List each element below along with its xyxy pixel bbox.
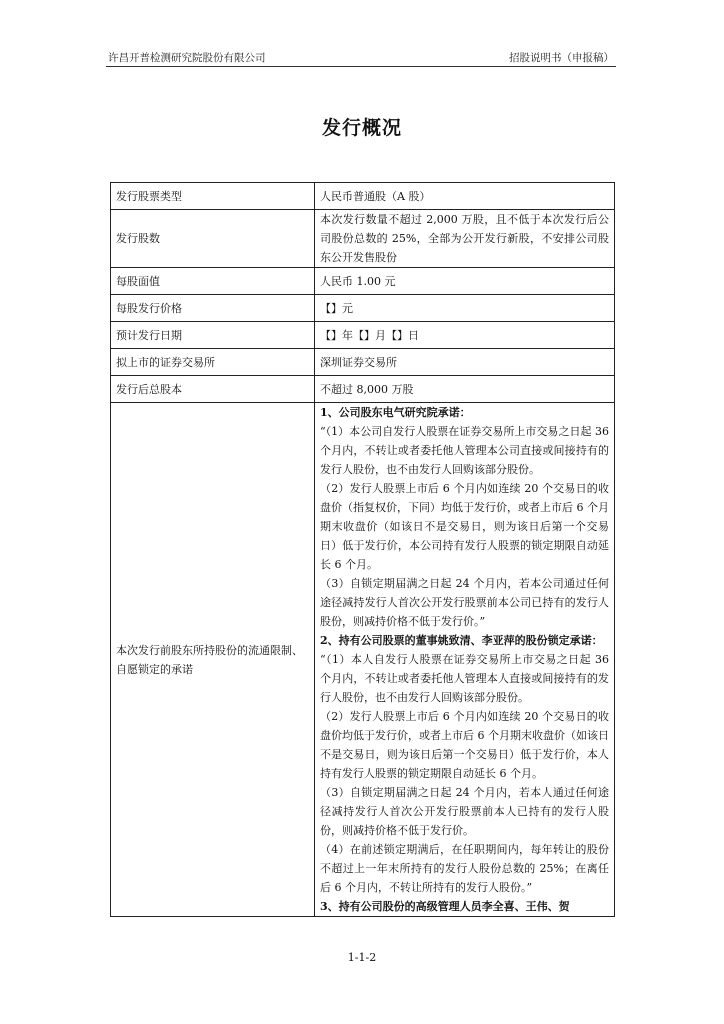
commitment-paragraph: （4）在前述锁定期满后，在任职期间内，每年转让的股份不超过上一年末所持有的发行人股份总数的 25%；在离任后 6 个月内，不转让所持有的发行人股份。” <box>320 843 609 894</box>
row-label: 每股面值 <box>111 268 315 295</box>
header-document-type: 招股说明书（申报稿） <box>509 52 614 64</box>
row-value: 深圳证券交易所 <box>315 349 615 376</box>
commitment-paragraph: （3）自锁定期届满之日起 24 个月内，若本公司通过任何途径减持发行人首次公开发行股票前本公司已持有的发行人股份，则减持价格不低于发行价。” <box>320 577 609 628</box>
commitment-paragraph: （2）发行人股票上市后 6 个月内如连续 20 个交易日的收盘价（指复权价，下同）均低于发行价，或者上市后 6 个月期末收盘价（如该日不是交易日，则为该日后第一个交易日）低于发行价，本公司持有发行人股票的锁定期限自动延长 6 个月。 <box>320 482 609 571</box>
table-row <box>111 183 615 210</box>
row-value: 【】年【】月【】日 <box>315 322 615 349</box>
page-header <box>108 50 614 66</box>
commitment-paragraph: （3）自锁定期届满之日起 24 个月内，若本人通过任何途径减持发行人首次公开发行股票前本人已持有的发行人股份，则减持价格不低于发行价。 <box>320 786 609 837</box>
row-value: 人民币普通股（A 股） <box>315 183 615 210</box>
commitment-paragraph: “（1）本公司自发行人股票在证券交易所上市交易之日起 36 个月内，不转让或者委托他人管理本公司直接或间接持有的发行人股份，也不由发行人回购该部分股份。 <box>320 425 609 476</box>
commitment-paragraph: （2）发行人股票上市后 6 个月内如连续 20 个交易日的收盘价均低于发行价，或者上市后 6 个月期末收盘价（如该日不是交易日，则为该日后第一个交易日）低于发行价，本人持有发行人股票的锁定期限自动延长 6 个月。 <box>320 710 609 780</box>
row-label: 每股发行价格 <box>111 295 315 322</box>
row-value: 不超过 8,000 万股 <box>315 376 615 403</box>
page-number: 1-1-2 <box>347 951 377 964</box>
commitment-heading: 2、持有公司股票的董事姚致清、李亚萍的股份锁定承诺： <box>320 634 603 647</box>
table-row <box>111 210 615 268</box>
table-row <box>111 376 615 403</box>
row-label: 发行股数 <box>111 210 315 268</box>
row-label: 发行后总股本 <box>111 376 315 403</box>
row-value: 【】元 <box>315 295 615 322</box>
commitment-paragraph: “（1）本人自发行人股票在证券交易所上市交易之日起 36 个月内，不转让或者委托他人管理本人直接或间接持有的发行人股份，也不由发行人回购该部分股份。 <box>320 653 609 704</box>
header-rule <box>106 66 616 67</box>
row-label: 拟上市的证券交易所 <box>111 349 315 376</box>
issuance-overview-table <box>110 182 615 917</box>
lockup-commitments <box>315 403 615 917</box>
table-row <box>111 349 615 376</box>
table-row <box>111 268 615 295</box>
row-label: 预计发行日期 <box>111 322 315 349</box>
lockup-commitment-row <box>111 403 615 917</box>
table-row <box>111 322 615 349</box>
table-row <box>111 295 615 322</box>
commitment-heading: 3、持有公司股份的高级管理人员李全喜、王伟、贺 <box>320 900 570 913</box>
row-value: 本次发行数量不超过 2,000 万股，且不低于本次发行后公司股份总数的 25%，全部为公开发行新股，不安排公司股东公开发售股份 <box>315 210 615 268</box>
lockup-label: 本次发行前股东所持股份的流通限制、自愿锁定的承诺 <box>111 403 315 917</box>
row-value: 人民币 1.00 元 <box>315 268 615 295</box>
header-company: 许昌开普检测研究院股份有限公司 <box>108 52 266 64</box>
row-label: 发行股票类型 <box>111 183 315 210</box>
commitment-heading: 1、公司股东电气研究院承诺： <box>320 406 471 419</box>
page-title: 发行概况 <box>321 117 402 139</box>
